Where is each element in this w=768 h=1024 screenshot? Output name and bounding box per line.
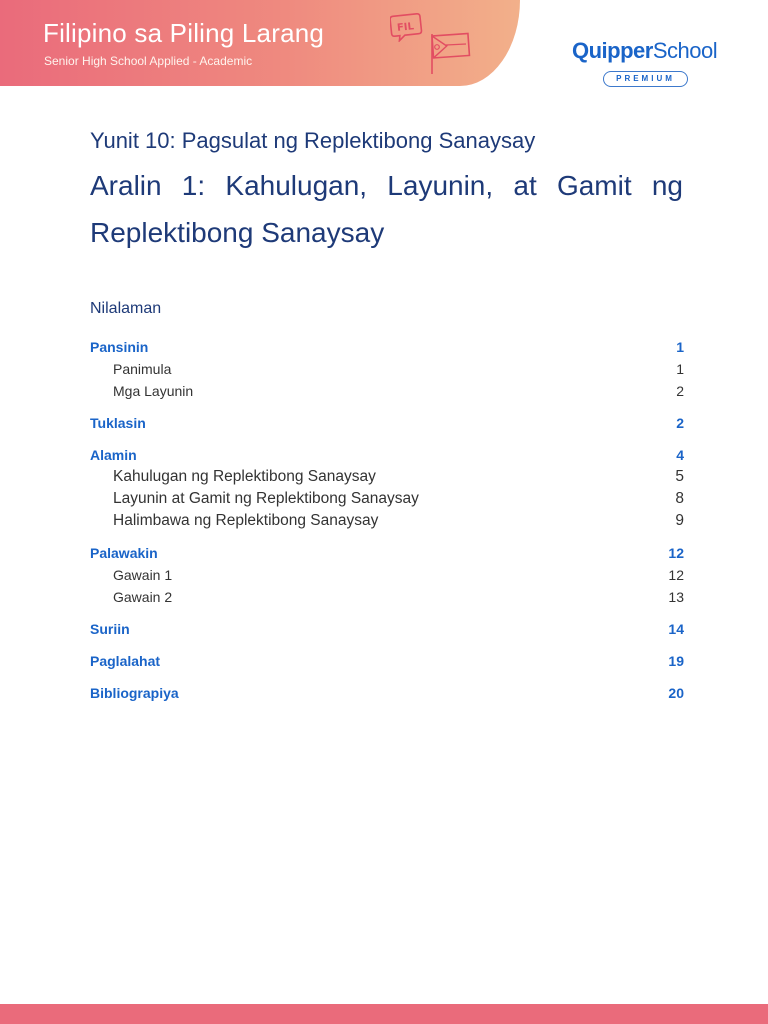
footer-bar — [0, 1004, 768, 1024]
toc-section-alamin[interactable] — [90, 445, 684, 467]
toc-item-kahulugan[interactable] — [90, 467, 684, 489]
toc-section-label: Palawakin — [90, 545, 158, 561]
toc-item-page: 13 — [668, 589, 684, 605]
flag-icon — [424, 30, 472, 76]
toc-item-label: Layunin at Gamit ng Replektibong Sanaysay — [113, 490, 419, 507]
toc-section-label: Suriin — [90, 621, 130, 637]
page-header — [0, 0, 768, 86]
toc-section-bibliograpiya[interactable] — [90, 683, 684, 705]
toc-item-label: Mga Layunin — [113, 383, 194, 399]
toc-section-page: 20 — [668, 685, 684, 701]
toc-item-label: Gawain 1 — [113, 567, 173, 583]
toc-item-page: 9 — [675, 512, 684, 529]
toc-heading: Nilalaman — [90, 300, 162, 317]
table-of-contents — [90, 337, 684, 705]
toc-section-page: 4 — [676, 447, 684, 463]
toc-section-label: Alamin — [90, 447, 137, 463]
toc-section-page: 14 — [668, 621, 684, 637]
toc-section-label: Paglalahat — [90, 653, 161, 669]
toc-item-label: Kahulugan ng Replektibong Sanaysay — [113, 468, 376, 485]
toc-section-page: 1 — [676, 339, 684, 355]
toc-item-page: 2 — [676, 383, 684, 399]
toc-item-layunin-at-gamit[interactable] — [90, 489, 684, 511]
toc-section-page: 2 — [676, 415, 684, 431]
toc-item-page: 5 — [675, 468, 684, 485]
toc-section-page: 19 — [668, 653, 684, 669]
toc-section-tuklasin[interactable] — [90, 413, 684, 435]
fil-icon-text: FIL — [396, 21, 415, 34]
toc-section-pansinin[interactable] — [90, 337, 684, 359]
fil-speech-bubble-icon — [390, 12, 424, 42]
toc-item-gawain-1[interactable] — [90, 565, 684, 587]
toc-section-palawakin[interactable] — [90, 543, 684, 565]
toc-item-mga-layunin[interactable] — [90, 381, 684, 403]
toc-section-paglalahat[interactable] — [90, 651, 684, 673]
toc-item-label: Panimula — [113, 361, 172, 377]
toc-section-suriin[interactable] — [90, 619, 684, 641]
toc-item-page: 12 — [668, 567, 684, 583]
toc-section-label: Bibliograpiya — [90, 685, 179, 701]
quipper-school-logo — [572, 38, 717, 64]
toc-section-label: Tuklasin — [90, 415, 146, 431]
toc-item-page: 8 — [675, 490, 684, 507]
brand-strong: Quipper — [572, 38, 653, 63]
toc-section-label: Pansinin — [90, 339, 149, 355]
course-title: Filipino sa Piling Larang — [43, 18, 325, 48]
brand-light: School — [652, 38, 718, 63]
lesson-title: Aralin 1: Kahulugan, Layunin, at Gamit ng Replektibong Sanaysay — [90, 170, 683, 248]
premium-badge: PREMIUM — [603, 71, 688, 87]
unit-title: Yunit 10: Pagsulat ng Replektibong Sanaysay — [90, 128, 536, 153]
toc-item-halimbawa[interactable] — [90, 511, 684, 533]
toc-section-page: 12 — [668, 545, 684, 561]
toc-item-label: Gawain 2 — [113, 589, 173, 605]
toc-item-label: Halimbawa ng Replektibong Sanaysay — [113, 512, 379, 529]
course-subtitle: Senior High School Applied - Academic — [44, 54, 253, 68]
toc-item-panimula[interactable] — [90, 359, 684, 381]
toc-item-gawain-2[interactable] — [90, 587, 684, 609]
toc-item-page: 1 — [676, 361, 684, 377]
